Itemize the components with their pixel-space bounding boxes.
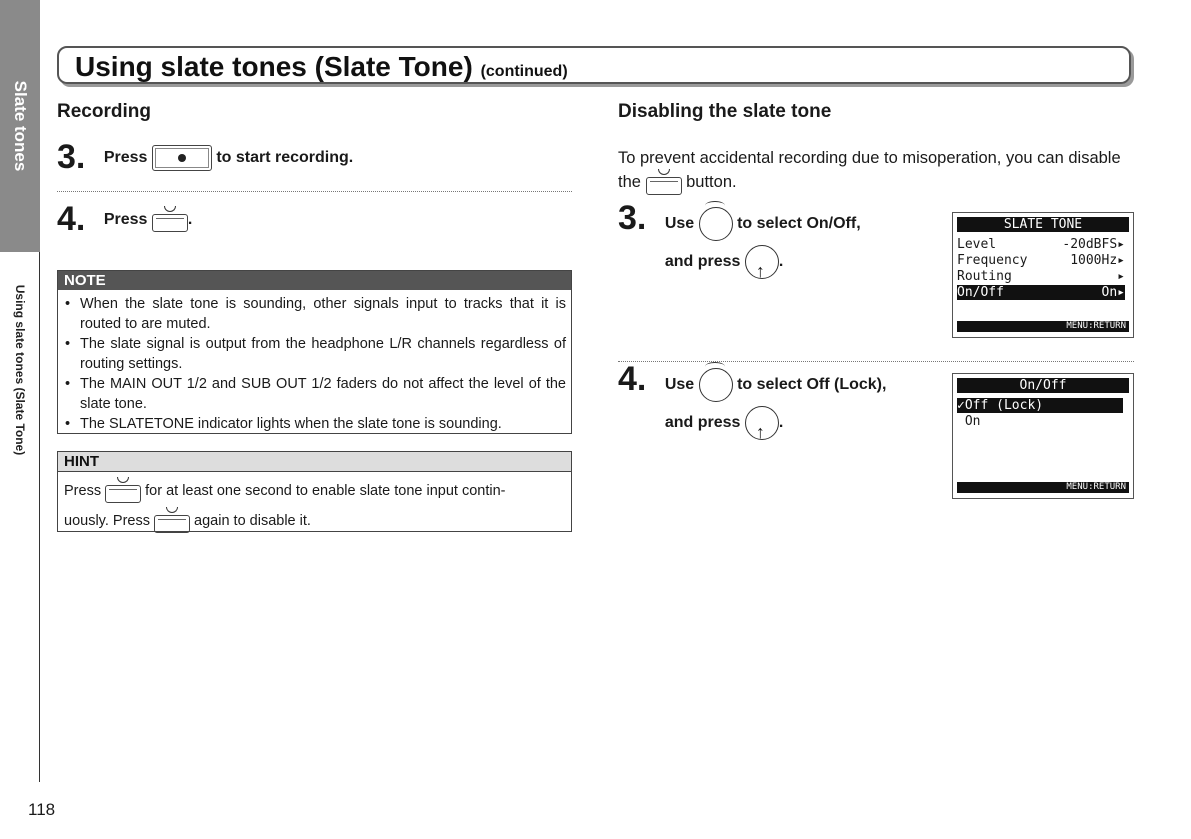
hint-heading: HINT	[58, 452, 571, 472]
note-list	[58, 290, 571, 434]
slate-button-icon	[105, 485, 141, 503]
disable-intro	[618, 146, 1134, 195]
lcd-row-value: On▸	[1101, 285, 1125, 300]
hint-text	[58, 472, 571, 540]
hint-press: Press	[64, 483, 102, 499]
step-number: 4.	[57, 200, 86, 238]
step-line-2: and press	[664, 253, 741, 270]
recording-step-3	[57, 138, 353, 177]
note-item: • When the slate tone is sounding, other signals input to tracks that it is routed to are muted.	[80, 294, 566, 334]
section-tab-label: Slate tones	[11, 80, 30, 172]
step-number: 4.	[618, 360, 647, 398]
slate-button-icon	[152, 214, 188, 232]
disable-heading: Disabling the slate tone	[618, 101, 832, 122]
disable-step-3	[618, 199, 861, 281]
dial-rotate-icon	[699, 207, 733, 241]
page-number: 118	[28, 800, 56, 819]
hint-line-1: for at least one second to enable slate tone input contin-	[145, 483, 506, 499]
intro-text-end: button.	[686, 173, 737, 191]
step-number: 3.	[618, 199, 647, 237]
lcd-row-label: On	[957, 414, 981, 429]
step-text	[104, 208, 193, 232]
step-text	[665, 205, 861, 281]
note-item: • The SLATETONE indicator lights when the slate tone is sounding.	[80, 414, 566, 434]
lcd-row-value: ▸	[1117, 269, 1125, 284]
sidebar-divider	[39, 252, 40, 782]
recording-step-4	[57, 200, 192, 239]
title-bar	[57, 46, 1131, 84]
use-label: Use	[664, 215, 695, 232]
lcd-row-label: ✓Off (Lock)	[957, 398, 1044, 413]
lcd-row-label: Frequency	[957, 253, 1028, 268]
step-line-2: and press	[664, 414, 741, 431]
intro-text: To prevent accidental recording due to misoperation, you can disable the	[618, 149, 1121, 191]
lcd-onoff-menu	[952, 373, 1134, 499]
hint-line-3: again to disable it.	[194, 513, 311, 529]
record-button-icon	[152, 145, 212, 171]
slate-button-icon	[154, 515, 190, 533]
page-title-main: Using slate tones (Slate Tone)	[75, 51, 473, 82]
lcd-row-level	[957, 237, 1125, 252]
divider	[618, 361, 1134, 362]
press-label: Press	[103, 148, 148, 166]
lcd-row-off-lock	[957, 398, 1123, 413]
step-end: .	[778, 253, 784, 270]
lcd-row-label: Level	[957, 237, 997, 252]
page-title	[75, 51, 568, 83]
lcd-footer: MENU:RETURN	[957, 482, 1129, 493]
use-label: Use	[664, 376, 695, 393]
lcd-row-value: 1000Hz▸	[1070, 253, 1125, 268]
lcd-row-value: -20dBFS▸	[1062, 237, 1125, 252]
lcd-row-onoff	[957, 285, 1125, 300]
slate-button-icon	[646, 177, 682, 195]
step-text	[104, 145, 353, 171]
lcd-row-on	[957, 414, 1125, 429]
step-rest: .	[187, 210, 193, 228]
press-label: Press	[103, 210, 148, 228]
dial-rotate-icon	[699, 368, 733, 402]
lcd-row-label: Routing	[957, 269, 1012, 284]
disable-step-4	[618, 360, 887, 442]
note-box	[57, 270, 572, 434]
note-item: • The MAIN OUT 1/2 and SUB OUT 1/2 faders do not affect the level of the slate tone.	[80, 374, 566, 414]
step-number: 3.	[57, 138, 86, 176]
section-tab	[0, 0, 40, 252]
note-item: • The slate signal is output from the headphone L/R channels regardless of routing settings.	[80, 334, 566, 374]
step-text	[665, 366, 887, 442]
step-end: .	[778, 414, 784, 431]
lcd-row-label: On/Off	[957, 285, 1004, 300]
divider	[57, 191, 572, 192]
page-title-suffix: (continued)	[480, 63, 568, 80]
lcd-row-frequency	[957, 253, 1125, 268]
lcd-title: SLATE TONE	[957, 217, 1129, 232]
dial-press-icon	[745, 245, 779, 279]
note-heading: NOTE	[58, 271, 571, 290]
hint-line-2: uously. Press	[64, 513, 150, 529]
step-rest: to start recording.	[216, 148, 354, 166]
lcd-slate-tone-menu	[952, 212, 1134, 338]
step-line-1: to select Off (Lock),	[737, 376, 887, 393]
hint-box	[57, 451, 572, 532]
section-subtitle: Using slate tones (Slate Tone)	[13, 284, 27, 456]
lcd-row-routing	[957, 269, 1125, 284]
lcd-title: On/Off	[957, 378, 1129, 393]
step-line-1: to select On/Off,	[737, 215, 861, 232]
dial-press-icon	[745, 406, 779, 440]
lcd-footer: MENU:RETURN	[957, 321, 1129, 332]
recording-heading: Recording	[57, 101, 151, 122]
